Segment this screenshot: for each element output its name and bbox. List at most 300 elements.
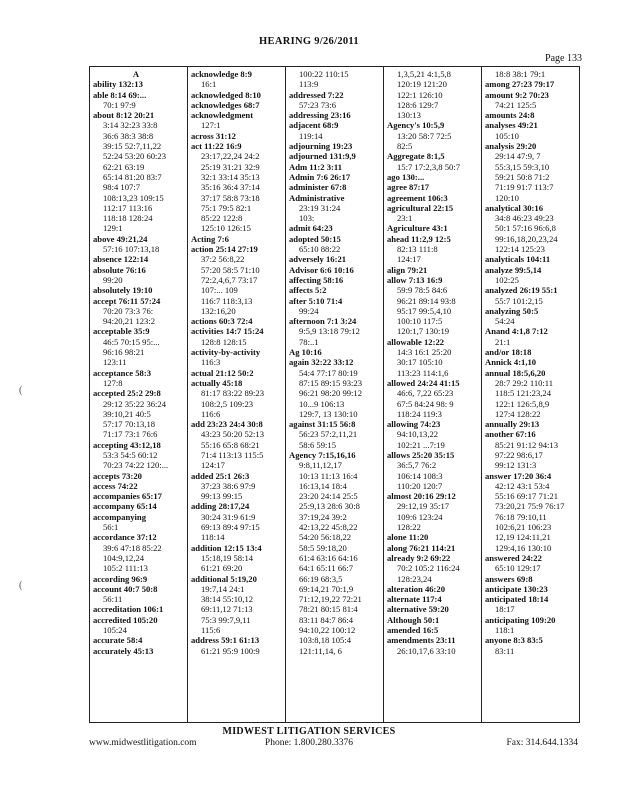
index-locator: 1,3,5,21 4:1,5,8 [397,69,451,79]
index-locator: 116:6 [201,408,221,419]
index-locator: 46:6, 7,22 65:23 [397,388,454,399]
index-term: Acting 7:6 [191,233,229,244]
index-locator: 105:10 [495,130,519,141]
index-locator: 18:8 38:1 79:1 [495,69,546,79]
index-locator: 23:1 [397,213,413,224]
index-locator: 54:24 [495,316,515,327]
index-locator: 64:1 65:11 66:7 [299,563,354,574]
index-term: allowed 24:24 41:15 [387,377,460,388]
index-term: Annick 4:1,10 [485,357,537,368]
index-locator: 29:14 47:9, 7 [495,151,541,162]
index-locator: 122:14 125:23 [495,244,545,255]
index-term: added 25:1 26:3 [191,470,250,481]
index-term: acceptance 58:3 [93,367,151,378]
index-locator: 71:19 91:7 113:7 [495,182,554,193]
index-locator: 116:3 [201,357,221,368]
index-locator: 76:18 79:10,11 [495,511,547,522]
index-term: against 31:15 56:8 [289,419,356,430]
index-locator: 58:6 59:15 [299,439,337,450]
index-locator: 61:21 95:9 100:9 [201,645,260,656]
index-locator: 99:13 99:15 [201,491,243,502]
index-locator: 30:17 105:10 [397,357,443,368]
index-locator: 70:2 105:2 116:24 [397,563,460,574]
index-term: among 27:23 79:17 [485,79,555,90]
index-locator: 52:24 53:20 60:23 [103,151,167,162]
index-locator: 127:4 128:22 [495,408,541,419]
index-locator: 37:23 38:6 97:9 [201,480,256,491]
index-term: amended 16:5 [387,625,439,636]
index-locator: 57:16 107:13,18 [103,244,160,255]
index-locator: 119:14 [299,130,323,141]
index-locator: 102:25 [495,274,519,285]
index-locator: 100:10 117:5 [397,316,443,327]
index-locator: 32:1 33:14 35:13 [201,171,260,182]
index-locator: 118:14 [201,532,225,543]
index-term: affecting 58:16 [289,274,344,285]
index-locator: 23:20 24:14 25:5 [299,491,358,502]
index-term: across 31:12 [191,130,236,141]
index-locator: 66:19 68:3,5 [299,573,343,584]
index-locator: 58:5 59:18,20 [299,542,347,553]
index-term: answered 24:22 [485,552,542,563]
index-locator: 62:21 63:19 [103,161,145,172]
index-locator: 115:6 [201,625,221,636]
index-term: addressing 23:16 [289,110,351,121]
index-locator: 23:19 31:24 [299,202,341,213]
index-locator: 116:7 118:3,13 [201,295,253,306]
index-term: annual 18:5,6,20 [485,367,546,378]
index-locator: 81:17 83:22 89:23 [201,388,265,399]
index-term: analytical 30:16 [485,202,544,213]
index-locator: 9:5,9 13:18 79:12 [299,326,360,337]
index-locator: 96:21 89:14 93:8 [397,295,456,306]
index-locator: 29:12 35:22 36:24 [103,398,167,409]
index-term: ago 130:... [387,171,425,182]
index-term: actual 21:12 50:2 [191,367,254,378]
index-term: align 79:21 [387,264,428,275]
index-locator: 54:4 77:17 80:19 [299,367,358,378]
index-locator: 120:10 [495,192,519,203]
index-locator: 99:12 131:3 [495,460,537,471]
index-term: Admin 7:6 26:17 [289,171,351,182]
index-locator: 78:..1 [299,336,319,347]
index-term: alternate 117:4 [387,594,442,605]
index-locator: 99:24 [299,305,319,316]
index-locator: 108:13,23 109:15 [103,192,164,203]
index-term: Anand 4:1,8 7:12 [485,326,548,337]
index-term: accompanies 65:17 [93,491,162,502]
index-locator: 38:14 55:10,12 [201,594,254,605]
index-term: adding 28:17,24 [191,501,250,512]
index-locator: 42:13,22 45:8,22 [299,522,358,533]
index-letter-heading: A [132,69,140,79]
index-locator: 57:20 58:5 71:10 [201,264,260,275]
index-locator: 125:10 126:15 [201,223,251,234]
index-term: amounts 24:8 [485,110,535,121]
index-term: allowing 74:23 [387,419,441,430]
index-locator: 39:6 47:18 85:22 [103,542,162,553]
index-locator: 69:13 89:4 97:15 [201,522,260,533]
index-term: Agency 7:15,16,16 [289,449,356,460]
index-locator: 124:17 [397,254,421,265]
index-locator: 71:4 113:13 115:5 [201,449,264,460]
index-term: allowable 12:22 [387,336,445,347]
index-term: alone 11:20 [387,532,429,543]
index-term: answers 69:8 [485,573,533,584]
index-locator: 94:10,13,22 [397,429,439,440]
index-term: already 9:2 69:22 [387,552,451,563]
index-locator: 10...9 106:13 [299,398,345,409]
index-term: annually 29:13 [485,419,540,430]
index-term: additional 5:19,20 [191,573,257,584]
index-locator: 83:11 [495,645,515,656]
index-locator: 118:18 128:24 [103,213,153,224]
index-term: according 96:9 [93,573,148,584]
index-locator: 36:5,7 76:2 [397,460,437,471]
index-term: Adm 11:2 3:11 [289,161,342,172]
index-locator: 53:3 54:5 60:12 [103,449,158,460]
index-term: accept 76:11 57:24 [93,295,161,306]
index-locator: 42:12 43:1 53:4 [495,480,550,491]
index-column-2 [187,67,285,722]
index-locator: 121:11,14, 6 [299,645,342,656]
margin-mark: ( [19,580,23,591]
index-term: access 74:22 [93,480,138,491]
index-locator: 35:16 36:4 37:14 [201,182,260,193]
index-locator: 65:14 81:20 83:7 [103,171,162,182]
index-term: accurate 58:4 [93,635,143,646]
index-locator: 75:1 79:5 82:1 [201,202,252,213]
index-locator: 83:11 84:7 86:4 [299,614,354,625]
index-locator: 128:8 128:15 [201,336,247,347]
index-locator: 102:6,21 106:23 [495,522,552,533]
index-term: agree 87:17 [387,182,430,193]
index-locator: 107:... 109 [201,285,238,296]
index-locator: 71:17 73:1 76:6 [103,429,158,440]
index-term: accepts 73:20 [93,470,142,481]
index-locator: 39:15 52:7,11,22 [103,141,162,152]
page-number: Page 133 [545,53,582,64]
index-term: adopted 50:15 [289,233,341,244]
index-locator: 95:17 99:5,4,10 [397,305,452,316]
index-term: accreditation 106:1 [93,604,164,615]
index-locator: 70:1 97:9 [103,99,136,110]
index-term: accompanying [93,511,146,522]
index-locator: 25:9,13 28:6 30:8 [299,501,360,512]
index-term: analyzing 50:5 [485,305,539,316]
index-locator: 73:20,21 75:9 76:17 [495,501,565,512]
index-locator: 59:9 78:5 84:6 [397,285,448,296]
index-locator: 56:1 [103,522,119,533]
index-locator: 120:1,7 130:19 [397,326,450,337]
index-term: accepted 25:2 29:8 [93,388,161,399]
index-locator: 129:1 [103,223,123,234]
index-locator: 36:6 38:3 38:8 [103,130,154,141]
index-locator: 29:12,19 35:17 [397,501,450,512]
index-term: addressed 7:22 [289,89,344,100]
index-locator: 37:19,24 39:2 [299,511,347,522]
index-term: and/or 18:18 [485,347,532,358]
index-locator: 70:23 74:22 120:... [103,460,169,471]
index-term: analyzed 26:19 55:1 [485,285,558,296]
index-locator: 74:21 125:5 [495,99,537,110]
index-term: acceptable 35:9 [93,326,150,337]
index-term: along 76:21 114:21 [387,542,456,553]
index-locator: 94:20,21 123:2 [103,316,156,327]
index-term: action 25:14 27:19 [191,244,258,255]
index-locator: 112:17 113:16 [103,202,153,213]
index-locator: 128:6 129:7 [397,99,439,110]
index-locator: 21:1 [495,336,511,347]
footer-phone: Phone: 1.800.280.3376 [264,738,354,748]
index-locator: 104:9,12,24 [103,552,145,563]
index-term: ahead 11:2,9 12:5 [387,233,451,244]
index-locator: 129:7, 13 130:10 [299,408,358,419]
index-locator: 57:23 73:6 [299,99,337,110]
index-locator: 128:22 [397,522,421,533]
index-locator: 127:8 [103,377,123,388]
index-term: Agency's 10:5,9 [387,120,445,131]
index-locator: 87:15 89:15 93:23 [299,377,363,388]
index-locator: 37:17 58:8 73:18 [201,192,260,203]
index-term: allows 25:20 35:15 [387,449,455,460]
footer-company: MIDWEST LITIGATION SERVICES [222,726,396,737]
index-locator: 15:7 17:2,3,8 50:7 [397,161,461,172]
index-term: answer 17:20 36:4 [485,470,552,481]
index-term: analysis 29:20 [485,141,537,152]
index-term: absence 122:14 [93,254,149,265]
index-locator: 113:9 [299,79,319,90]
index-locator: 46:5 70:15 95:... [103,336,160,347]
index-term: anyone 8:3 83:5 [485,635,543,646]
index-locator: 57:17 70:13,18 [103,419,156,430]
index-locator: 99:20 [103,274,123,285]
index-locator: 82:13 111:8 [397,244,438,255]
index-locator: 113:23 114:1,6 [397,367,449,378]
index-locator: 16:13,14 18:4 [299,480,347,491]
index-term: accompany 65:14 [93,501,157,512]
index-locator: 72:2,4,6,7 73:17 [201,274,258,285]
index-term: acknowledged 8:10 [191,89,261,100]
index-locator: 82:5 [397,141,413,152]
index-locator: 28:7 29:2 110:11 [495,377,554,388]
index-term: Ag 10:16 [289,347,322,358]
index-locator: 59:21 50:8 71:2 [495,171,550,182]
index-locator: 99:16,18,20,23,24 [495,233,558,244]
index-term: ability 132:13 [93,79,143,90]
index-locator: 78:21 80:15 81:4 [299,604,358,615]
index-term: afternoon 7:1 3:24 [289,316,357,327]
index-term: analyticals 104:11 [485,254,551,265]
index-term: Although 50:1 [387,614,440,625]
index-term: affects 5:2 [289,285,327,296]
index-term: alternative 59:20 [387,604,449,615]
index-term: almost 20:16 29:12 [387,491,456,502]
index-locator: 69:14,21 70:1,9 [299,583,354,594]
index-term: accordance 37:12 [93,532,157,543]
index-term: adversely 16:21 [289,254,347,265]
index-term: Aggregate 8:1,5 [387,151,445,162]
index-locator: 105:2 111:13 [103,563,148,574]
index-locator: 96:16 98:21 [103,347,145,358]
index-locator: 56:23 57:2,11,21 [299,429,358,440]
index-term: Agriculture 43:1 [387,223,448,234]
index-term: alteration 46:20 [387,583,445,594]
index-term: analyses 49:21 [485,120,538,131]
index-locator: 98:4 107:7 [103,182,141,193]
index-locator: 19:7,14 24:1 [201,583,245,594]
index-locator: 120:19 121:20 [397,79,447,90]
index-locator: 61:4 63:16 64:16 [299,552,358,563]
index-term: activity-by-activity [191,347,261,358]
index-term: analyze 99:5,14 [485,264,542,275]
index-term: about 8:12 20:21 [93,110,155,121]
index-locator: 100:22 110:15 [299,69,349,79]
index-locator: 103:8,18 105:4 [299,635,352,646]
index-locator: 50:1 57:16 96:6,8 [495,223,556,234]
index-locator: 132:16,20 [201,305,236,316]
index-term: another 67:16 [485,429,536,440]
index-term: agreement 106:3 [387,192,448,203]
index-locator: 69:11,12 71:13 [201,604,253,615]
index-locator: 85:21 91:12 94:13 [495,439,559,450]
index-term: acknowledges 68:7 [191,99,260,110]
index-term: amendments 23:11 [387,635,456,646]
index-term: addition 12:15 13:4 [191,542,262,553]
index-locator: 10:13 11:13 16:4 [299,470,358,481]
index-term: anticipate 130:23 [485,583,548,594]
index-locator: 118:5 121:23,24 [495,388,552,399]
index-term: admit 64:23 [289,223,333,234]
index-locator: 130:13 [397,110,421,121]
index-column-3 [285,67,383,722]
index-locator: 123:11 [103,357,127,368]
index-locator: 105:24 [103,625,127,636]
margin-mark: ( [19,385,23,396]
index-locator: 102:21 ...7:19 [397,439,445,450]
index-locator: 55:16 69:17 71:21 [495,491,559,502]
index-locator: 118:24 119:3 [397,408,442,419]
index-locator: 25:19 31:21 32:9 [201,161,260,172]
page-footer [0,726,618,752]
index-term: after 5:10 71:4 [289,295,343,306]
index-locator: 108:2,5 109:23 [201,398,254,409]
index-term: accurately 45:13 [93,645,154,656]
index-term: act 11:22 16:9 [191,141,242,152]
index-locator: 34:8 46:23 49:23 [495,213,554,224]
index-locator: 61:21 69:20 [201,563,243,574]
index-locator: 71:12,19,22 72:21 [299,594,362,605]
page-header: HEARING 9/26/2011 [259,36,359,47]
index-locator: 13:20 58:7 72:5 [397,130,452,141]
index-term: above 49:21,24 [93,233,148,244]
index-locator: 15:18,19 58:14 [201,552,254,563]
index-term: amount 9:2 70:23 [485,89,549,100]
index-locator: 55:7 101:2,15 [495,295,543,306]
index-term: again 32:22 33:12 [289,357,354,368]
index-term: acknowledge 8:9 [191,69,252,79]
index-locator: 97:22 98:6,17 [495,449,543,460]
index-term: acknowledgment [191,110,254,121]
index-locator: 55:3,15 59:3,10 [495,161,550,172]
footer-website[interactable]: www.midwestlitigation.com [89,738,197,748]
index-term: adjourning 19:23 [289,141,353,152]
index-column-4 [383,67,481,722]
footer-fax: Fax: 314.644.1334 [506,738,578,748]
index-locator: 16:1 [201,79,217,90]
index-locator: 127:1 [201,120,221,131]
index-locator: 39:10,21 40:5 [103,408,151,419]
index-term: anticipated 18:14 [485,594,549,605]
index-term: accredited 105:20 [93,614,158,625]
index-locator: 65:10 88:22 [299,244,341,255]
index-term: agricultural 22:15 [387,202,454,213]
index-term: actually 45:18 [191,377,243,388]
index-term: Advisor 6:6 10:16 [289,264,354,275]
index-term: accepting 43:12,18 [93,439,161,450]
index-term: address 59:1 61:13 [191,635,260,646]
index-locator: 96:21 98:20 99:12 [299,388,363,399]
index-term: adjourned 131:9,9 [289,151,356,162]
index-term: administer 67:8 [289,182,347,193]
index-term: Administrative [289,192,345,203]
index-locator: 37:2 56:8,22 [201,254,245,265]
index-locator: 128:23,24 [397,573,432,584]
index-locator: 70:20 73:3 76: [103,305,154,316]
index-locator: 3:14 32:23 33:8 [103,120,158,131]
index-locator: 23:17,22,24 24:2 [201,151,260,162]
index-locator: 122:1 126:5,8,9 [495,398,550,409]
index-locator: 75:3 99:7,9,11 [201,614,251,625]
index-locator: 54:20 56:18,22 [299,532,352,543]
index-locator: 94:10,22 100:12 [299,625,356,636]
index-locator: 43:23 50:20 52:13 [201,429,265,440]
index-term: able 8:14 69:... [93,89,147,100]
index-locator: 18:17 [495,604,515,615]
index-locator: 14:3 16:1 25:20 [397,347,452,358]
index-locator: 124:17 [201,460,225,471]
index-locator: 9:8,11,12,17 [299,460,342,471]
index-locator: 106:14 108:3 [397,470,443,481]
index-locator: 30:24 31:9 61:9 [201,511,256,522]
index-locator: 110:20 120:7 [397,480,443,491]
index-term: actions 60:3 72:4 [191,316,253,327]
index-locator: 85:22 122:8 [201,213,243,224]
index-term: account 40:7 50:8 [93,583,158,594]
index-locator: 65:10 129:17 [495,563,541,574]
index-locator: 55:16 65:8 68:21 [201,439,260,450]
index-locator: 56:11 [103,594,123,605]
index-locator: 67:5 84:24 98: 9 [397,398,454,409]
index-locator: 129:4,16 130:10 [495,542,552,553]
index-term: add 23:23 24:4 30:8 [191,419,263,430]
index-term: allow 7:13 16:9 [387,274,443,285]
index-locator: 26:10,17,6 33:10 [397,645,456,656]
index-locator: 109:6 123:24 [397,511,443,522]
index-term: absolute 76:16 [93,264,146,275]
index-term: absolutely 19:10 [93,285,153,296]
index-column-5 [481,67,579,722]
index-locator: 122:1 126:10 [397,89,443,100]
index-locator: 103: [299,213,315,224]
index-column-1 [90,67,187,722]
word-index-grid [89,66,580,723]
index-term: activities 14:7 15:24 [191,326,264,337]
index-locator: 12,19 124:11,21 [495,532,551,543]
index-term: anticipating 109:20 [485,614,556,625]
index-term: adjacent 68:9 [289,120,339,131]
index-locator: 118:1 [495,625,515,636]
